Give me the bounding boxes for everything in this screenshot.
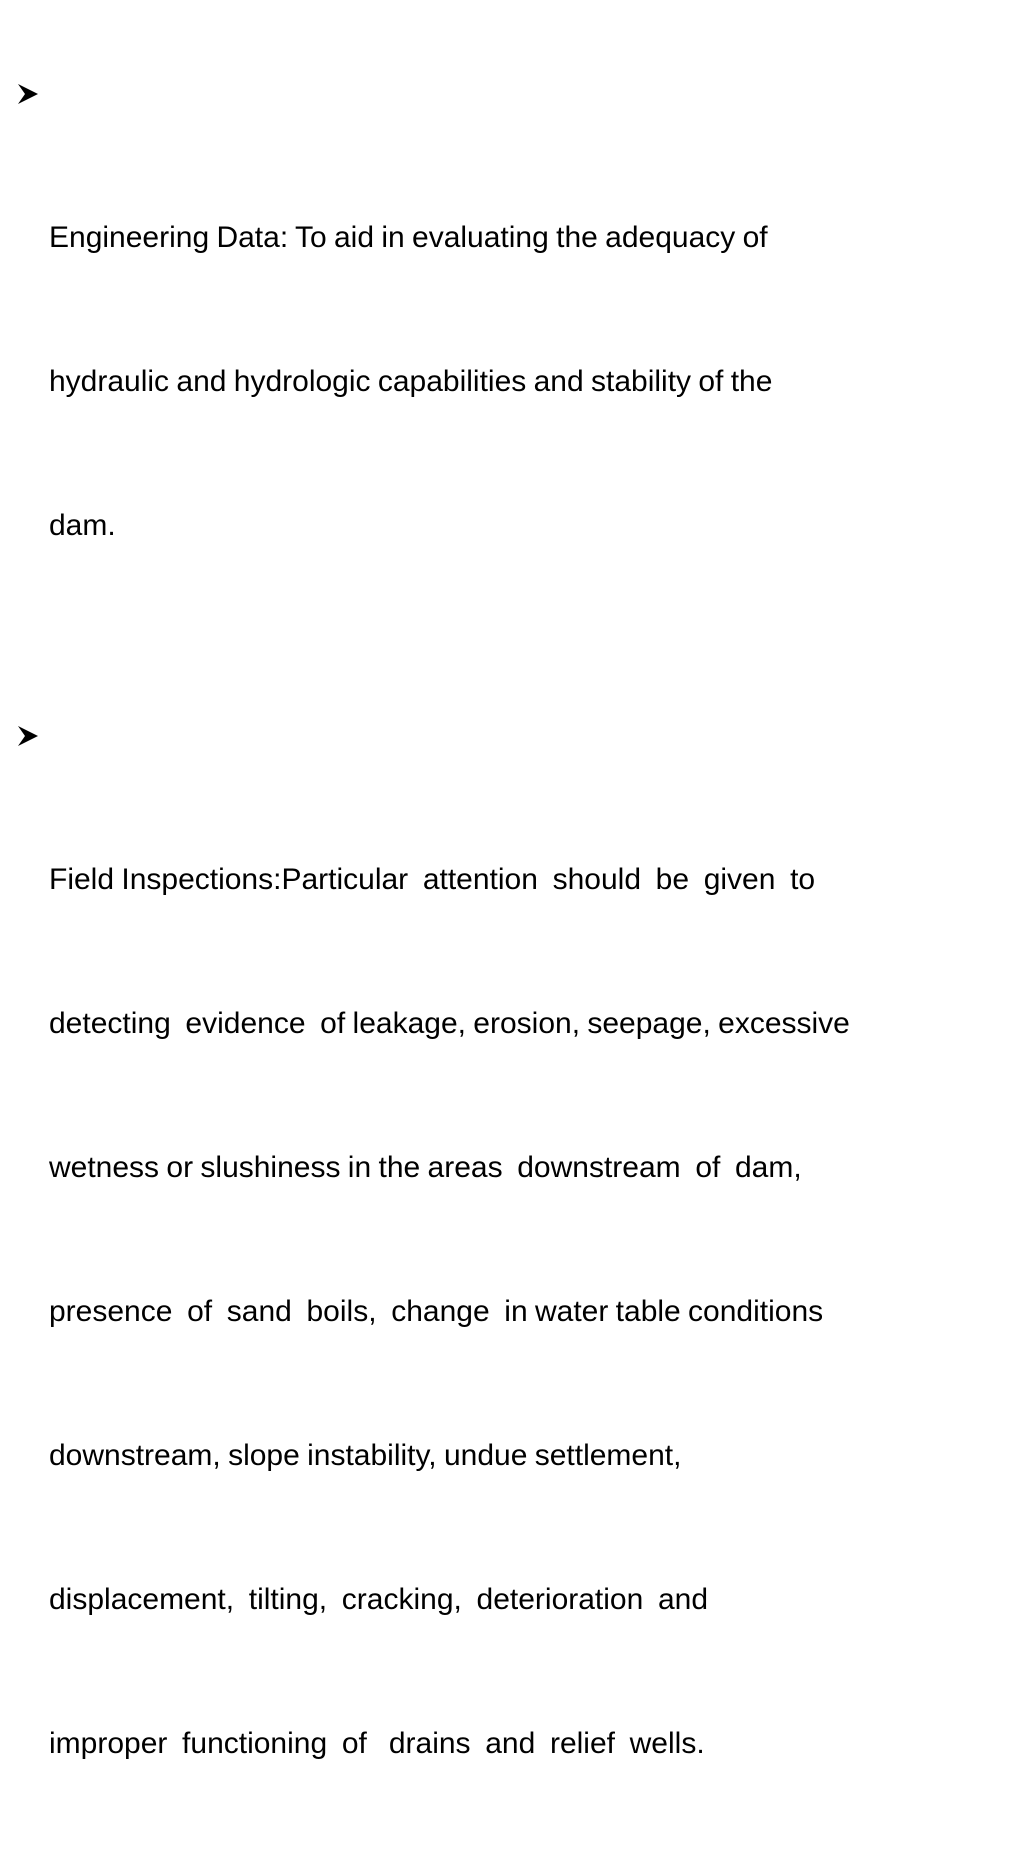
arrow-right-bullet-icon — [18, 726, 38, 746]
bullet-text-line: wetness or slushiness in the areas downstream of dam, — [49, 1151, 802, 1184]
bullet-list — [0, 70, 1024, 1864]
bullet-text-line: displacement, tilting, cracking, deterioration and — [49, 1583, 709, 1616]
bullet-text-line: detecting evidence of leakage, erosion, seepage, excessive — [49, 1007, 850, 1040]
bullet-text-line: improper functioning of drains and relief wells. — [49, 1727, 705, 1760]
bullet-text-line: Engineering Data: To aid in evaluating the adequacy of — [49, 221, 768, 254]
bullet-text-line: presence of sand boils, change in water table conditions — [49, 1295, 824, 1328]
bullet-engineering-data — [0, 70, 1024, 646]
bullet-text-line: Field Inspections:Particular attention should be given to — [49, 863, 816, 896]
arrow-right-bullet-icon — [18, 84, 38, 104]
bullet-field-inspections — [0, 712, 1024, 1864]
bullet-text-line: dam. — [49, 509, 116, 542]
bullet-text-line: downstream, slope instability, undue settlement, — [49, 1439, 682, 1472]
bullet-text-line: hydraulic and hydrologic capabilities and stability of the — [49, 365, 773, 398]
